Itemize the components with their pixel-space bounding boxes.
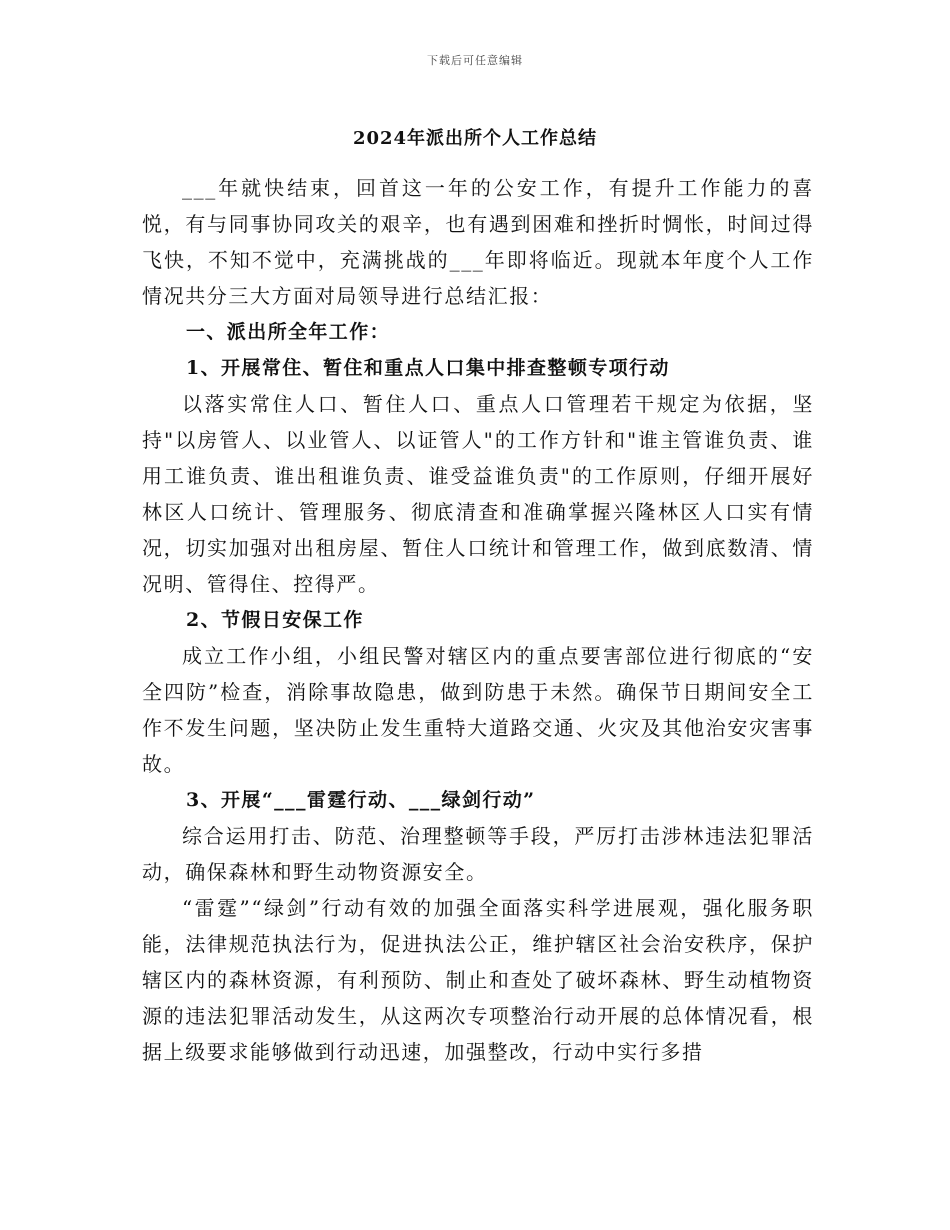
subsection-3-paragraph-2: “雷霆”“绿剑”行动有效的加强全面落实科学进展观，强化服务职能，法律规范执法行为，促进执法公正，维护辖区社会治安秩序，保护辖区内的森林资源，有利预防、制止和查处了破坏森林、野生动植物资源的违法犯罪活动发生，从这两次专项整治行动开展的总体情况看，根据上级要求能够做到行动迅速，加强整改，行动中实行多措 (142, 896, 814, 1064)
subsection-3-paragraph-1: 综合运用打击、防范、治理整顿等手段，严厉打击涉林违法犯罪活动，确保森林和野生动物资源安全。 (142, 824, 814, 884)
document-title: 2024年派出所个人工作总结 (352, 128, 598, 149)
header-note: 下载后可任意编辑 (427, 54, 523, 67)
intro-paragraph: ___年就快结束，回首这一年的公安工作，有提升工作能力的喜悦，有与同事协同攻关的艰辛，也有遇到困难和挫折时惆怅，时间过得飞快，不知不觉中，充满挑战的___年即将临近。现就本年度个人工作情况共分三大方面对局领导进行总结汇报： (142, 176, 814, 308)
section-heading-1: 一、派出所全年工作： (186, 321, 391, 343)
subsection-1-paragraph: 以落实常住人口、暂住人口、重点人口管理若干规定为依据，坚持"以房管人、以业管人、以证管人"的工作方针和"谁主管谁负责、谁用工谁负责、谁出租谁负责、谁受益谁负责"的工作原则，仔细开展好林区人口统计、管理服务、彻底清查和准确掌握兴隆林区人口实有情况，切实加强对出租房屋、暂住人口统计和管理工作，做到底数清、情况明、管得住、控得严。 (142, 392, 814, 596)
document-body (142, 170, 814, 1070)
subsection-heading-2: 2、节假日安保工作 (186, 609, 364, 631)
subsection-heading-3: 3、开展“___雷霆行动、___绿剑行动” (186, 789, 536, 811)
subsection-heading-1: 1、开展常住、暂住和重点人口集中排查整顿专项行动 (186, 357, 670, 379)
subsection-2-paragraph: 成立工作小组，小组民警对辖区内的重点要害部位进行彻底的“安全四防”检查，消除事故隐患，做到防患于未然。确保节日期间安全工作不发生问题，坚决防止发生重特大道路交通、火灾及其他治安灾害事故。 (142, 644, 814, 776)
